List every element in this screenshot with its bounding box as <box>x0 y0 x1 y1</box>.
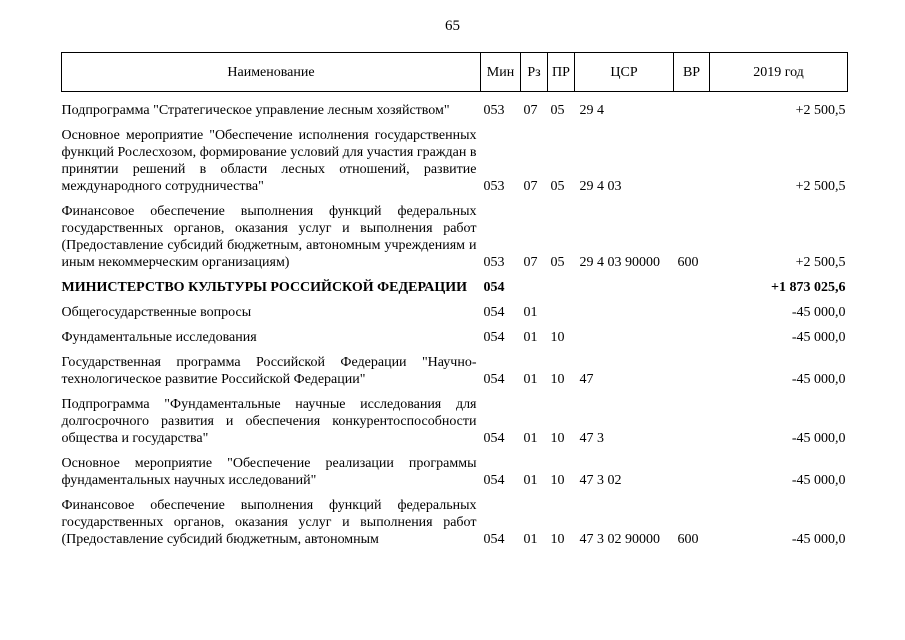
row-min: 054 <box>483 330 505 345</box>
row-rz: 01 <box>523 532 538 547</box>
row-name <box>62 489 481 548</box>
row-min: 054 <box>483 473 505 488</box>
table-row <box>62 346 848 388</box>
row-pr: 10 <box>550 330 565 345</box>
row-name-text: Подпрограмма "Стратегическое управление лесным хозяйством" <box>61 103 450 118</box>
table-header <box>62 53 848 92</box>
row-vr <box>674 92 710 120</box>
row-csr: 29 4 03 90000 <box>579 255 660 270</box>
row-vr <box>674 447 710 489</box>
table-row <box>62 92 848 120</box>
page-number: 65 <box>445 18 460 34</box>
row-csr: 29 4 03 <box>579 179 622 194</box>
row-vr <box>674 346 710 388</box>
row-pr: 10 <box>550 532 565 547</box>
row-name-text: Общегосударственные вопросы <box>61 305 252 320</box>
row-min: 054 <box>483 372 505 387</box>
header-rz: Рз <box>521 53 548 92</box>
table-row <box>62 119 848 195</box>
row-name-text: МИНИСТЕРСТВО КУЛЬТУРЫ РОССИЙСКОЙ ФЕДЕРАЦИИ <box>61 280 468 295</box>
row-rz: 07 <box>523 179 538 194</box>
row-vr <box>674 321 710 346</box>
row-amount: +2 500,5 <box>795 179 846 194</box>
table-row <box>62 447 848 489</box>
row-amount: +2 500,5 <box>795 103 846 118</box>
row-pr: 10 <box>550 431 565 446</box>
row-name <box>62 92 481 120</box>
row-name <box>62 195 481 271</box>
row-rz: 01 <box>523 431 538 446</box>
row-vr <box>674 388 710 447</box>
row-amount: -45 000,0 <box>791 532 846 547</box>
row-pr <box>548 271 575 296</box>
row-amount: -45 000,0 <box>791 330 846 345</box>
row-name-text: Государственная программа Российской Федерации "Научно-технологическое развитие Российской Федерации" <box>61 355 477 387</box>
table-row <box>62 489 848 548</box>
row-name-text: Подпрограмма "Фундаментальные научные исследования для долгосрочного развития и обеспечения конкурентоспособности общества и государства" <box>61 397 477 446</box>
table-row <box>62 195 848 271</box>
row-name <box>62 346 481 388</box>
row-amount: +2 500,5 <box>795 255 846 270</box>
row-csr <box>575 321 674 346</box>
table-row <box>62 321 848 346</box>
header-csr: ЦСР <box>575 53 674 92</box>
row-name-text: Финансовое обеспечение выполнения функций федеральных государственных органов, оказания услуг и выполнения работ (Предоставление субсидий бюджетным, автономным <box>61 498 477 547</box>
row-rz: 01 <box>523 473 538 488</box>
row-pr <box>548 296 575 321</box>
row-vr <box>674 296 710 321</box>
header-name: Наименование <box>62 53 481 92</box>
row-pr: 05 <box>550 103 565 118</box>
header-year: 2019 год <box>710 53 848 92</box>
header-min: Мин <box>481 53 521 92</box>
row-min: 053 <box>483 179 505 194</box>
row-pr: 05 <box>550 179 565 194</box>
row-name-text: Основное мероприятие "Обеспечение реализации программы фундаментальных научных исследований" <box>61 456 477 488</box>
row-min: 054 <box>483 280 505 295</box>
row-csr: 29 4 <box>579 103 604 118</box>
row-amount: +1 873 025,6 <box>771 280 846 295</box>
row-vr <box>674 119 710 195</box>
table-row <box>62 296 848 321</box>
row-csr: 47 3 02 90000 <box>579 532 660 547</box>
row-name <box>62 296 481 321</box>
row-csr: 47 <box>579 372 594 387</box>
row-rz: 01 <box>523 305 538 320</box>
header-pr: ПР <box>548 53 575 92</box>
row-min: 054 <box>483 532 505 547</box>
row-name-text: Основное мероприятие "Обеспечение исполнения государственных функций Рослесхозом, формирование условий для участия граждан в принятии решений в области лесных отношений, развитие международного сотрудничества" <box>61 128 477 194</box>
row-rz: 07 <box>523 255 538 270</box>
row-pr: 05 <box>550 255 565 270</box>
row-amount: -45 000,0 <box>791 372 846 387</box>
row-rz: 01 <box>523 330 538 345</box>
row-name <box>62 447 481 489</box>
row-rz <box>521 271 548 296</box>
row-vr: 600 <box>677 532 699 547</box>
row-csr <box>575 296 674 321</box>
row-name <box>62 119 481 195</box>
row-amount: -45 000,0 <box>791 431 846 446</box>
row-name-text: Фундаментальные исследования <box>61 330 257 345</box>
row-pr: 10 <box>550 372 565 387</box>
row-min: 053 <box>483 103 505 118</box>
row-csr: 47 3 <box>579 431 604 446</box>
row-amount: -45 000,0 <box>791 473 846 488</box>
row-pr: 10 <box>550 473 565 488</box>
row-amount: -45 000,0 <box>791 305 846 320</box>
row-vr <box>674 271 710 296</box>
row-min: 054 <box>483 431 505 446</box>
row-csr <box>575 271 674 296</box>
row-name <box>62 321 481 346</box>
row-vr: 600 <box>677 255 699 270</box>
budget-table <box>61 52 848 548</box>
row-rz: 07 <box>523 103 538 118</box>
table-row <box>62 388 848 447</box>
row-name <box>62 271 481 296</box>
row-rz: 01 <box>523 372 538 387</box>
row-min: 054 <box>483 305 505 320</box>
row-name-text: Финансовое обеспечение выполнения функций федеральных государственных органов, оказания услуг и выполнения работ (Предоставление субсидий бюджетным, автономным учреждениям и иным некоммерческим организациям) <box>61 204 477 270</box>
table-body <box>62 92 848 549</box>
header-vr: ВР <box>674 53 710 92</box>
table-row <box>62 271 848 296</box>
row-min: 053 <box>483 255 505 270</box>
row-csr: 47 3 02 <box>579 473 622 488</box>
row-name <box>62 388 481 447</box>
